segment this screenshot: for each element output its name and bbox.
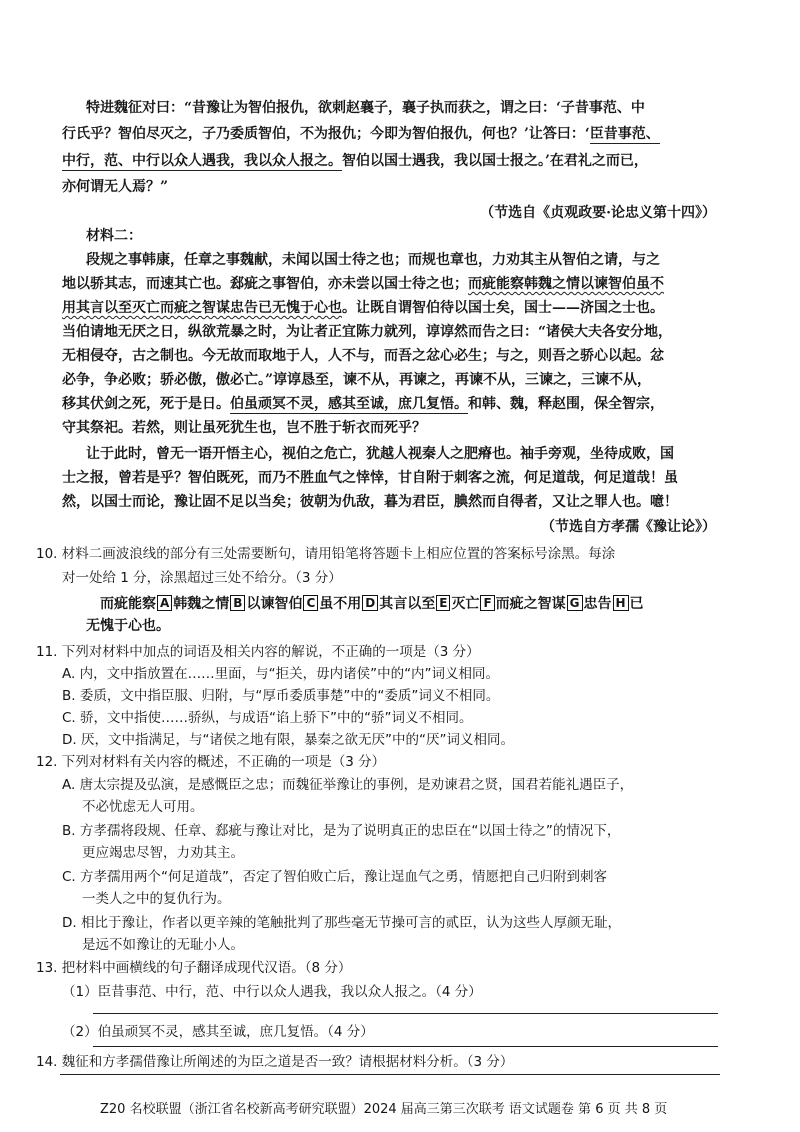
material2-line-5: 无相侵夺，古之制也。今无故而取地于人，人不与，而吾之忿心必生；与之，则吾之骄心以起。忿: [62, 348, 664, 364]
choice-box-e[interactable]: E: [436, 595, 450, 611]
choice-box-g[interactable]: G: [567, 595, 583, 611]
choice-box-f[interactable]: F: [480, 595, 494, 611]
wavy-passage-b: 用其言以至灭亡而疵之智谋忠告已无愧于心也: [62, 300, 342, 316]
material2-line-10: 士之报，曾若是乎？智伯既死，而乃不胜血气之悻悻，甘自附于刺客之流，何足道哉，何足道哉！虽: [62, 470, 678, 486]
q13-answer-line-2[interactable]: [93, 1046, 718, 1047]
q11-stem: 11. 下列对材料中加点的词语及相关内容的解说，不正确的一项是（3 分）: [36, 644, 480, 660]
choice-box-c[interactable]: C: [303, 595, 318, 611]
q12-option-a[interactable]: A. 唐太宗提及弘演，是感慨臣之忠；而魏征举豫让的事例，是劝谏君之贤，国君若能礼遇臣子，: [62, 777, 634, 793]
q12-option-d-cont: 是远不如豫让的无耻小人。: [82, 937, 244, 953]
material2-line-2: 地以骄其志，而速其亡也。郄疵之事智伯，亦未尝以国士待之也；而疵能察韩魏之情以谏智伯虽不: [62, 276, 664, 292]
material2-line-1: 段规之事韩康，任章之事魏献，未闻以国士待之也；而规也章也，力劝其主从智伯之请，与之: [86, 252, 660, 268]
q11-option-d[interactable]: D. 厌，文中指满足，与“诸侯之地有限，暴秦之欲无厌”中的“厌”词义相同。: [62, 732, 514, 748]
material1-source: （节选自《贞观政要·论忠义第十四》）: [480, 205, 716, 221]
material2-line-6: 必争，争必败；骄必傲，傲必亡。”谆谆恳至，谏不从，再谏之，再谏不从，三谏之，三谏不从，: [62, 372, 652, 388]
q12-option-b[interactable]: B. 方孝孺将段规、任章、郄疵与豫让对比，是为了说明真正的忠臣在“以国士待之”的情况下，: [62, 823, 621, 839]
choice-box-a[interactable]: A: [157, 595, 172, 611]
q11-option-a[interactable]: A. 内，文中指放置在……里面，与“拒关，毋内诸侯”中的“内”词义相同。: [62, 666, 500, 682]
material2-line-3: 用其言以至灭亡而疵之智谋忠告已无愧于心也。让既自谓智伯待以国士矣，国士——济国之士也。: [62, 300, 664, 316]
q13-item-2: （2）伯虽顽冥不灵，感其至诚，庶几复悟。（4 分）: [62, 1024, 374, 1040]
material1-line-2: 行氏乎？智伯尽灭之，子乃委质智伯，不为报仇；今即为智伯报仇，何也？’让答曰：‘臣昔事范、: [62, 126, 660, 142]
q14-stem: 14. 魏征和方孝孺借豫让所阐述的为臣之道是否一致？请根据材料分析。（3 分）: [36, 1054, 514, 1070]
material2-line-7: 移其伏剑之死，死于是日。伯虽顽冥不灵，感其至诚，庶几复悟。和韩、魏，释赵围，保全智宗，: [62, 396, 664, 412]
material2-line-4: 当伯请地无厌之日，纵欲荒暴之时，为让者正宜陈力就列，谆谆然而告之曰：“诸侯大夫各安分地，: [62, 324, 673, 340]
material2-source: （节选自方孝孺《豫让论》）: [541, 519, 716, 535]
q10-stem-2: 对一处给 1 分，涂黑超过三处不给分。（3 分）: [62, 570, 342, 586]
choice-box-d[interactable]: D: [362, 595, 378, 611]
choice-box-h[interactable]: H: [613, 595, 629, 611]
q10-segment-line: 而疵能察 A 韩魏之情 B 以谏智伯 C 虽不用 D 其言以至 E 灭亡 F 而疵之智谋 G 忠告 H 已: [100, 596, 644, 612]
page-footer: Z20 名校联盟（浙江省名校新高考研究联盟）2024 届高三第三次联考 语文试题卷 第 6 页 共 8 页: [100, 1102, 668, 1117]
q12-option-c[interactable]: C. 方孝孺用两个“何足道哉”，否定了智伯败亡后，豫让逞血气之勇，情愿把自己归附到刺客: [62, 869, 607, 885]
q12-stem: 12. 下列对材料有关内容的概述，不正确的一项是（3 分）: [36, 754, 386, 770]
underlined-sentence-2: 伯虽顽冥不灵，感其至诚，庶几复悟。: [230, 396, 468, 412]
material1-line-3: 中行，范、中行以众人遇我，我以众人报之。智伯以国士遇我，我以国士报之。’在君礼之而已，: [62, 153, 648, 169]
q14-answer-line[interactable]: [60, 1074, 720, 1075]
q12-option-b-cont: 更应竭忠尽智，力劝其主。: [82, 845, 244, 861]
q13-answer-line-1[interactable]: [93, 1013, 718, 1014]
material2-line-9: 让于此时，曾无一语开悟主心，视伯之危亡，犹越人视秦人之肥瘠也。袖手旁观，坐待成败，国: [86, 446, 674, 462]
material1-line-4: 亦何谓无人焉？”: [62, 179, 169, 195]
material2-line-11: 然，以国士而论，豫让固不足以当矣；彼朝为仇敌，暮为君臣，腆然而自得者，又让之罪人也。噫！: [62, 494, 678, 510]
material2-line-8: 守其祭祀。若然，则让虽死犹生也，岂不胜于斩衣而死乎？: [62, 420, 426, 436]
underlined-sentence-1a: 臣昔事范、: [589, 126, 660, 142]
q11-option-c[interactable]: C. 骄，文中指使……骄纵，与成语“谄上骄下”中的“骄”词义不相同。: [62, 710, 473, 726]
underlined-sentence-1b: 中行，范、中行以众人遇我，我以众人报之。: [62, 153, 342, 169]
choice-box-b[interactable]: B: [230, 595, 245, 611]
q12-option-a-cont: 不必忧虑无人可用。: [82, 799, 204, 815]
material1-line-1: 特进魏征对曰：“昔豫让为智伯报仇，欲刺赵襄子，襄子执而获之，谓之曰：‘子昔事范、中: [86, 100, 645, 116]
q12-option-c-cont: 一类人之中的复仇行为。: [82, 891, 231, 907]
q10-stem: 10. 材料二画波浪线的部分有三处需要断句，请用铅笔将答题卡上相应位置的答案标号涂黑。每涂: [36, 546, 616, 562]
wavy-passage-a: 而疵能察韩魏之情以谏智伯虽不: [468, 276, 664, 292]
q13-stem: 13. 把材料中画横线的句子翻译成现代汉语。（8 分）: [36, 960, 352, 976]
q11-option-b[interactable]: B. 委质，文中指臣服、归附，与“厚币委质事楚”中的“委质”词义不相同。: [62, 688, 500, 704]
q13-item-1: （1）臣昔事范、中行，范、中行以众人遇我，我以众人报之。（4 分）: [62, 984, 482, 1000]
q12-option-d[interactable]: D. 相比于豫让，作者以更辛辣的笔触批判了那些毫无节操可言的贰臣，认为这些人厚颜无耻，: [62, 915, 621, 931]
q10-segment-tail: 无愧于心也。: [86, 618, 170, 634]
material2-heading: 材料二：: [86, 228, 142, 244]
